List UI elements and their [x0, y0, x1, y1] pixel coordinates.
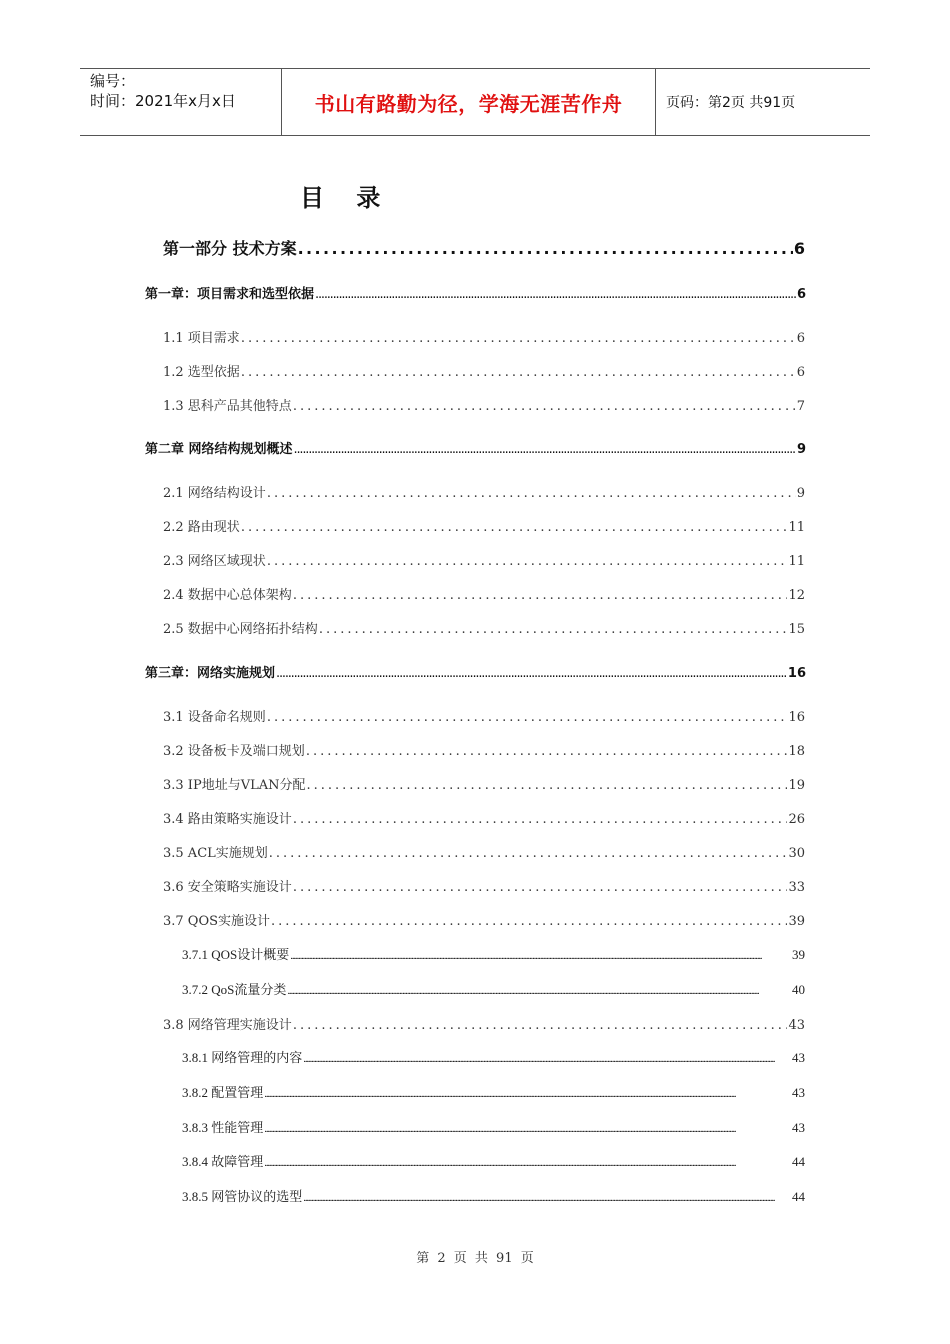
toc-entry-page: 9	[796, 486, 805, 501]
toc-leader	[267, 486, 796, 501]
toc-leader	[276, 666, 787, 681]
toc-entry-title: 1.1 项目需求	[163, 331, 240, 346]
toc-leader	[306, 778, 787, 793]
toc-entry-page: 33	[788, 880, 805, 895]
document-time-label: 时间：2021年x月x日	[90, 92, 236, 110]
toc-leader	[293, 399, 796, 414]
toc-entry-page: 26	[788, 812, 805, 827]
toc-entry-page: 18	[788, 744, 805, 759]
toc-leader	[287, 982, 791, 998]
toc-leader	[303, 1189, 791, 1205]
toc-leader	[306, 744, 788, 759]
toc-entry-title: 3.2 设备板卡及端口规划	[163, 744, 305, 759]
toc-entry-title: 3.7.2 QoS流量分类	[182, 982, 287, 997]
toc-entry-3-7-2[interactable]	[182, 979, 805, 998]
toc-entry-3-8-4[interactable]	[182, 1151, 805, 1170]
toc-leader	[319, 622, 788, 637]
toc-leader	[293, 812, 788, 827]
toc-leader	[264, 1154, 791, 1170]
toc-leader	[294, 442, 796, 457]
toc-leader	[241, 331, 796, 346]
toc-leader	[293, 1018, 788, 1033]
toc-leader	[269, 846, 788, 861]
toc-entry-page: 43	[788, 1018, 805, 1033]
toc-entry-2-4[interactable]	[163, 584, 805, 603]
toc-entry-title: 3.1 设备命名规则	[163, 710, 266, 725]
toc-entry-title: 3.4 路由策略实施设计	[163, 812, 292, 827]
header-meta	[80, 69, 282, 135]
toc-entry-title: 2.5 数据中心网络拓扑结构	[163, 622, 318, 637]
toc-entry-2-3[interactable]	[163, 550, 805, 569]
toc-leader	[298, 239, 793, 258]
toc-entry-title: 2.2 路由现状	[163, 520, 240, 535]
toc-entry-title: 1.2 选型依据	[163, 365, 240, 380]
toc-entry-3-2[interactable]	[163, 740, 805, 759]
toc-entry-chapter-3[interactable]	[145, 662, 806, 681]
toc-entry-title: 2.3 网络区域现状	[163, 554, 266, 569]
toc-entry-page: 16	[788, 710, 805, 725]
toc-entry-page: 44	[792, 1154, 805, 1169]
toc-entry-page: 39	[792, 947, 805, 962]
toc-leader	[241, 520, 788, 535]
toc-entry-title: 3.7.1 QOS设计概要	[182, 947, 290, 962]
toc-entry-page: 43	[792, 1050, 805, 1065]
toc-entry-3-5[interactable]	[163, 842, 805, 861]
toc-entry-chapter-1[interactable]	[145, 283, 806, 302]
toc-entry-3-1[interactable]	[163, 706, 805, 725]
toc-leader	[303, 1050, 791, 1066]
toc-entry-3-8-2[interactable]	[182, 1082, 805, 1101]
toc-entry-page: 44	[792, 1189, 805, 1204]
header-slogan: 书山有路勤为径，学海无涯苦作舟	[282, 69, 656, 135]
toc-entry-chapter-2[interactable]	[145, 438, 806, 457]
toc-leader	[267, 554, 788, 569]
toc-entry-page: 43	[792, 1085, 805, 1100]
toc-entry-page: 6	[796, 287, 806, 302]
toc-entry-1-3[interactable]	[163, 395, 805, 414]
header-page-info: 页码：第2页 共91页	[666, 95, 796, 111]
toc-entry-title: 2.1 网络结构设计	[163, 486, 266, 501]
toc-entry-3-3[interactable]	[163, 774, 805, 793]
toc-leader	[315, 287, 796, 302]
toc-leader	[290, 947, 791, 963]
toc-entry-3-6[interactable]	[163, 876, 805, 895]
toc-entry-3-8-5[interactable]	[182, 1186, 805, 1205]
toc-entry-page: 15	[788, 622, 805, 637]
toc-entry-title: 第一章：项目需求和选型依据	[145, 287, 315, 302]
toc-entry-2-5[interactable]	[163, 618, 805, 637]
toc-leader	[241, 365, 796, 380]
page-footer: 第 2 页 共 91 页	[416, 1251, 534, 1266]
toc-entry-page: 16	[787, 666, 806, 681]
toc-entry-page: 12	[788, 588, 805, 603]
toc-entry-page: 11	[788, 554, 805, 569]
toc-entry-page: 40	[792, 982, 805, 997]
toc-entry-title: 3.8.3 性能管理	[182, 1120, 264, 1135]
toc-entry-1-2[interactable]	[163, 361, 805, 380]
toc-entry-title: 3.8.1 网络管理的内容	[182, 1050, 303, 1065]
toc-entry-title: 3.3 IP地址与VLAN分配	[163, 778, 306, 793]
toc-entry-page: 43	[792, 1120, 805, 1135]
toc-title: 目 录	[300, 184, 393, 212]
toc-entry-title: 第一部分 技术方案	[163, 239, 297, 258]
toc-entry-title: 3.8.4 故障管理	[182, 1154, 264, 1169]
toc-leader	[264, 1120, 791, 1136]
toc-entry-title: 3.6 安全策略实施设计	[163, 880, 292, 895]
toc-entry-title: 3.8 网络管理实施设计	[163, 1018, 292, 1033]
toc-entry-page: 6	[793, 239, 805, 258]
toc-leader	[293, 880, 788, 895]
toc-entry-3-8[interactable]	[163, 1014, 805, 1033]
toc-entry-3-7[interactable]	[163, 910, 805, 929]
toc-entry-title: 3.5 ACL实施规划	[163, 846, 268, 861]
toc-entry-page: 11	[788, 520, 805, 535]
toc-entry-page: 7	[796, 399, 805, 414]
toc-entry-part-1[interactable]	[163, 236, 805, 259]
document-number-label: 编号：	[90, 72, 136, 90]
toc-leader	[293, 588, 788, 603]
toc-leader	[271, 914, 787, 929]
toc-entry-page: 6	[796, 331, 805, 346]
toc-entry-title: 2.4 数据中心总体架构	[163, 588, 292, 603]
toc-entry-title: 3.8.5 网管协议的选型	[182, 1189, 303, 1204]
toc-entry-3-8-1[interactable]	[182, 1047, 805, 1066]
toc-entry-2-1[interactable]	[163, 482, 805, 501]
page-header	[80, 68, 870, 136]
toc-entry-3-7-1[interactable]	[182, 944, 805, 963]
toc-entry-page: 19	[788, 778, 805, 793]
toc-entry-1-1[interactable]	[163, 327, 805, 346]
toc-entry-title: 1.3 思科产品其他特点	[163, 399, 292, 414]
toc-entry-page: 6	[796, 365, 805, 380]
toc-entry-page: 9	[796, 442, 806, 457]
toc-entry-title: 第三章：网络实施规划	[145, 666, 276, 681]
toc-leader	[267, 710, 788, 725]
toc-entry-2-2[interactable]	[163, 516, 805, 535]
toc-entry-title: 3.8.2 配置管理	[182, 1085, 264, 1100]
toc-entry-3-4[interactable]	[163, 808, 805, 827]
toc-entry-page: 30	[788, 846, 805, 861]
toc-entry-title: 3.7 QOS实施设计	[163, 914, 271, 929]
toc-entry-title: 第二章 网络结构规划概述	[145, 442, 293, 457]
toc-leader	[264, 1085, 791, 1101]
toc-entry-3-8-3[interactable]	[182, 1117, 805, 1136]
toc-entry-page: 39	[788, 914, 805, 929]
